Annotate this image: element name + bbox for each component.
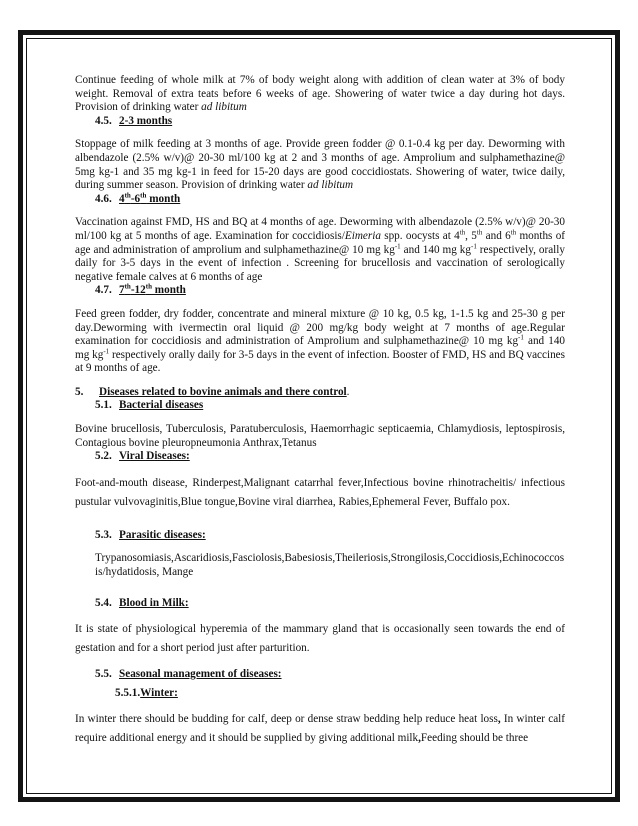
paragraph: Stoppage of milk feeding at 3 months of age. Provide green fodder @ 0.1-0.4 kg per day. Deworming with albendazole (2.5% w/v)@ 20-30 ml/100 kg at 2 and 3 months of age. Amprolium and sulphamethazine@ 5mg kg-1 and 35 mg kg-1 in feed for 15-20 days are good coccidiostats. Showering of water, twice daily, during summer season. Provision of drinking water ad libitum xyxy=(75,138,565,192)
section-heading-4-7: 4.7. 7th-12th month xyxy=(95,282,186,297)
document-body xyxy=(75,74,565,748)
section-heading-4-6: 4.6. 4th-6th month xyxy=(95,191,181,205)
section-heading-5-3: 5.3. Parasitic diseases: xyxy=(95,528,206,541)
paragraph: In winter there should be budding for calf, deep or dense straw bedding help reduce heat loss, In winter calf require additional energy and it should be supplied by giving additional milk,Feeding should be three xyxy=(75,713,565,745)
section-heading-5: 5. Diseases related to bovine animals and there control. xyxy=(75,385,350,398)
section-heading-5-4: 5.4. Blood in Milk: xyxy=(95,596,189,609)
paragraph: It is state of physiological hyperemia of the mammary gland that is occasionally seen towards the end of gestation and for a short period just after parturition. xyxy=(75,623,565,655)
paragraph: Feed green fodder, dry fodder, concentrate and mineral mixture @ 10 kg, 0.5 kg, 1-1.5 kg and 25-30 g per day.Deworming with ivermectin oral liquid @ 200 mg/kg body weight at 7 months of age.Regular examination for coccidiosis and administration of Amprolium and sulphamethazine@ 10 mg $kg^{-1}$ and 140 mg $kg^{-1}$ respectively orally daily for 3-5 days in the event of infection. Booster of FMD, HS and BQ vaccines at 9 months of age. xyxy=(75,307,566,375)
section-heading-5-2: 5.2. Viral Diseases: xyxy=(95,450,190,463)
section-heading-4-5: 4.5. 2-3 months xyxy=(95,114,173,127)
section-heading-5-1: 5.1. Bacterial diseases xyxy=(95,399,204,412)
paragraph: Vaccination against FMD, HS and BQ at 4 months of age. Deworming with albendazole (2.5% w/v)@ 20-30 ml/100 kg at 5 months of age. Examination for coccidiosis/Eimeria spp. oocysts at 4th, 5th and 6th months of age and administration of amprolium and sulphamethazine@ 10 mg $kg^{-1}$ and 140 mg $kg^{-1}$ respectively, orally daily for 3-5 days in the event of infection . Screening for brucellosis and vaccination of serologically negative female calves at 6 months of age xyxy=(75,216,566,283)
paragraph: Trypanosomiasis,Ascaridiosis,Fasciolosis,Babesiosis,Theileriosis,Strongilosis,Coccidiosis,Echinococcosis/hydatidosis, Mange xyxy=(95,552,565,579)
section-heading-5-5: 5.5. Seasonal management of diseases: xyxy=(95,668,282,681)
paragraph: Continue feeding of whole milk at 7% of body weight along with addition of clean water at 3% of body weight. Removal of extra teats before 6 weeks of age. Showering of water twice a day during hot days. Provision of drinking water ad libitum xyxy=(75,74,565,114)
paragraph: Bovine brucellosis, Tuberculosis, Paratuberculosis, Haemorrhagic septicaemia, Chlamydiosis, leptospirosis, Contagious bovine pleuropneumonia Anthrax,Tetanus xyxy=(75,423,565,449)
section-heading-5-5-1: 5.5.1.Winter: xyxy=(115,686,178,699)
paragraph: Foot-and-mouth disease, Rinderpest,Malignant catarrhal fever,Infectious bovine rhinotracheitis/ infectious pustular vulvovaginitis,Blue tongue,Bovine viral diarrhea, Rabies,Ephemeral Fever, Buffalo pox. xyxy=(75,476,565,508)
